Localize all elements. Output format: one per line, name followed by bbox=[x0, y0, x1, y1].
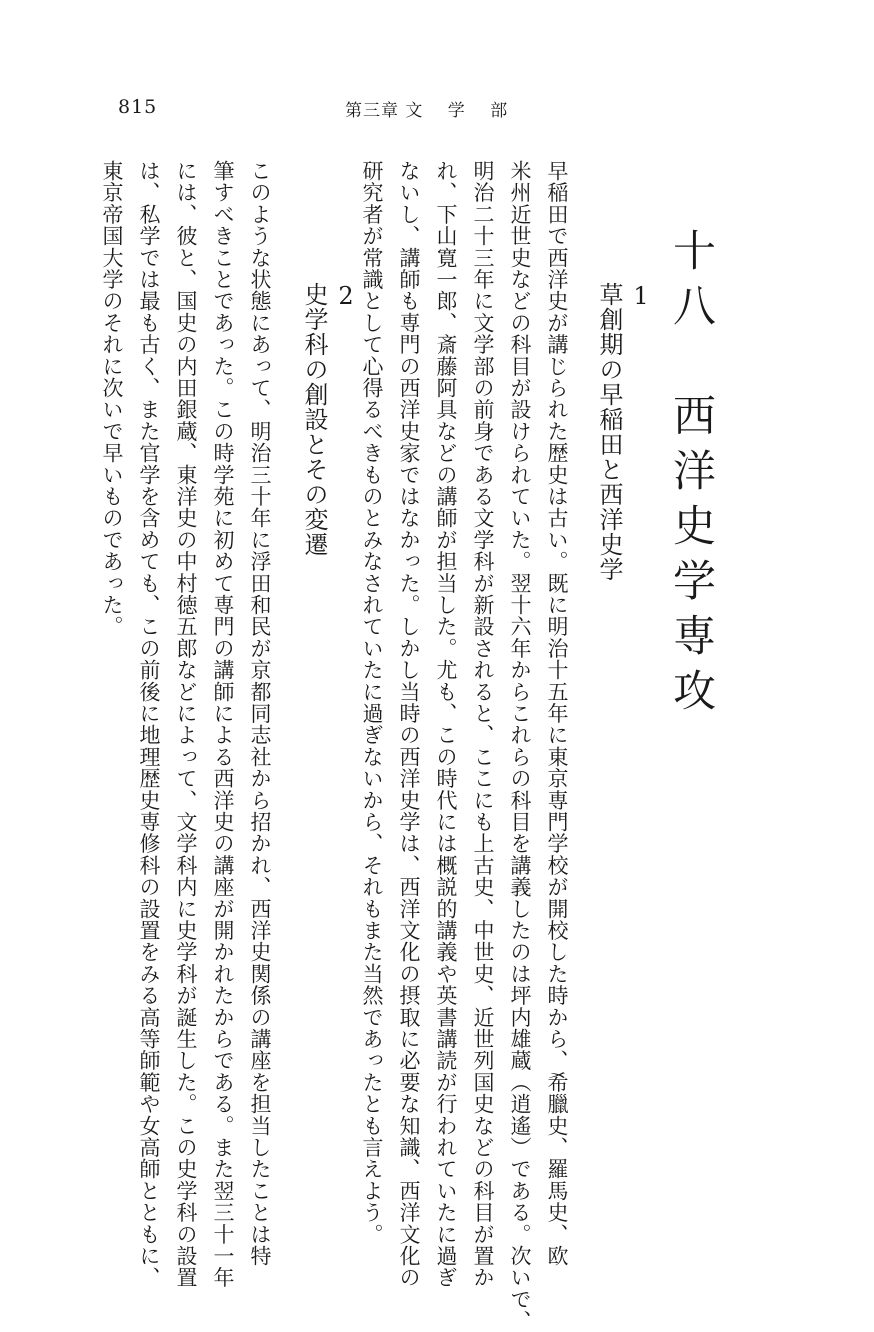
section-1-title bbox=[592, 282, 655, 582]
section-2-title-text: 史学科の創設とその変遷 bbox=[300, 282, 328, 557]
section-2-line-3: には、彼と、国史の内田銀蔵、東洋史の中村徳五郎などによって、文学科内に史学科が誕生した。この史学科の設置 bbox=[174, 160, 198, 1289]
section-1-line-1: 早稲田で西洋史が講じられた歴史は古い。既に明治十五年に東京専門学校が開校した時から、希臘史、羅馬史、欧 bbox=[545, 160, 569, 1267]
chapter-title: 十八 西洋史学専攻 bbox=[666, 228, 716, 723]
section-1-line-5: ないし、講師も専門の西洋史家ではなかった。しかし当時の西洋史学は、西洋文化の摂取に必要な知識、西洋文化の bbox=[397, 160, 421, 1289]
page-number: 815 bbox=[118, 96, 158, 118]
section-2-line-5: 東京帝国大学のそれに次いで早いものであった。 bbox=[100, 160, 124, 638]
section-2-line-4: は、私学では最も古く、また官学を含めても、この前後に地理歴史専修科の設置をみる高等師範や女高師とともに、 bbox=[137, 160, 161, 1289]
section-1-line-4: れ、下山寛一郎、斎藤阿具などの講師が担当した。尤も、この時代には概説的講義や英書講読が行われていたに過ぎ bbox=[434, 160, 458, 1289]
section-1-line-3: 明治二十三年に文学部の前身である文学科が新設されると、ここにも上古史、中世史、近世列国史などの科目が置か bbox=[471, 160, 495, 1289]
section-2-number: 2 bbox=[332, 282, 360, 311]
section-1-line-2: 米州近世史などの科目が設けられていた。翌十六年からこれらの科目を講義したのは坪内雄蔵（逍遙）である。次いで、 bbox=[508, 160, 532, 1332]
section-1-number: 1 bbox=[627, 282, 655, 311]
section-1-line-6: 研究者が常識として心得るべきものとみなされていたに過ぎないから、それもまた当然であったとも言えよう。 bbox=[360, 160, 384, 1245]
section-2-line-1: このような状態にあって、明治三十年に浮田和民が京都同志社から招かれ、西洋史関係の講座を担当したことは特 bbox=[248, 160, 272, 1267]
section-2-line-2: 筆すべきことであった。この時学苑に初めて専門の講師による西洋史の講座が開かれたからである。また翌三十一年 bbox=[211, 160, 235, 1289]
section-2-title bbox=[297, 282, 360, 557]
section-1-title-text: 草創期の早稲田と西洋史学 bbox=[595, 282, 623, 582]
running-head: 第三章 文 学 部 bbox=[345, 101, 509, 121]
